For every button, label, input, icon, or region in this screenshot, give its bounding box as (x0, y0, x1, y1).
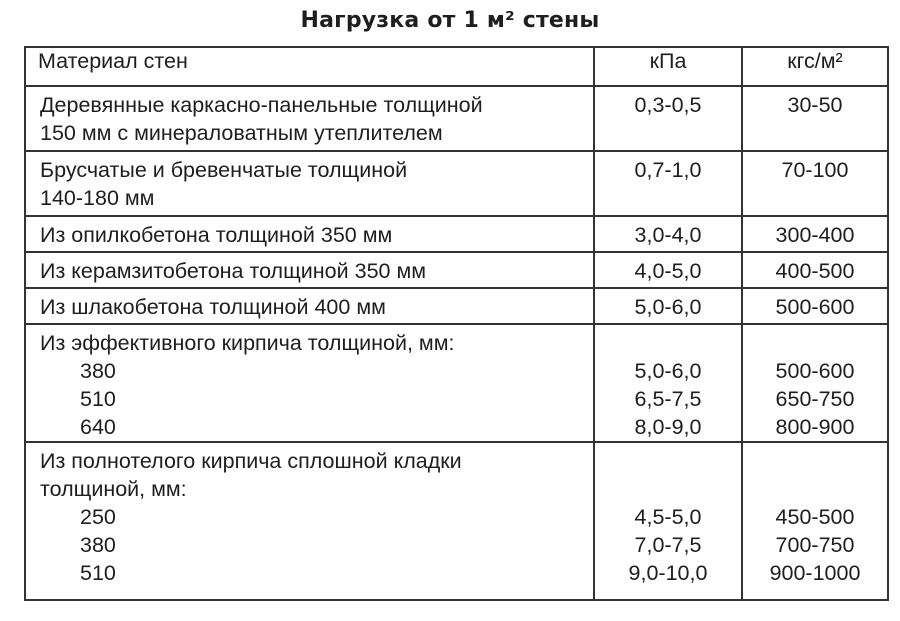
kpa-value: 8,0-9,0 (634, 415, 702, 439)
table-row (25, 252, 888, 288)
kgs-value: 70-100 (742, 151, 888, 216)
material-text: Из полнотелого кирпича сплошной кладки (40, 449, 462, 473)
table-row (25, 288, 888, 324)
kgs-value: 800-900 (775, 415, 855, 439)
material-cell (25, 252, 594, 288)
material-cell (25, 442, 594, 600)
material-text: Деревянные каркасно-панельные толщиной (40, 93, 483, 117)
material-text: толщиной, мм: (40, 477, 187, 501)
material-text: Из опилкобетона толщиной 350 мм (40, 223, 393, 247)
header-kgs: кгс/м² (742, 47, 888, 86)
thickness-value: 380 (80, 533, 116, 557)
kgs-value: 400-500 (742, 252, 888, 288)
kgs-cell (742, 442, 888, 600)
material-cell (25, 216, 594, 252)
table-row (25, 151, 888, 216)
kpa-value: 0,7-1,0 (594, 151, 742, 216)
material-cell (25, 324, 594, 442)
kpa-value: 3,0-4,0 (594, 216, 742, 252)
thickness-value: 250 (80, 505, 116, 529)
kpa-cell (594, 442, 742, 600)
kpa-value: 5,0-6,0 (634, 359, 702, 383)
kgs-value: 500-600 (775, 359, 855, 383)
material-text: 140-180 мм (40, 186, 155, 210)
kpa-value: 6,5-7,5 (634, 387, 702, 411)
material-cell (25, 288, 594, 324)
kpa-value: 4,5-5,0 (634, 505, 702, 529)
kpa-value: 0,3-0,5 (594, 86, 742, 151)
kgs-value: 450-500 (775, 505, 855, 529)
kgs-value: 500-600 (742, 288, 888, 324)
material-text: Из керамзитобетона толщиной 350 мм (40, 259, 427, 283)
material-text: Из шлакобетона толщиной 400 мм (40, 295, 386, 319)
kgs-value: 650-750 (775, 387, 855, 411)
material-text: 150 мм с минераловатным утеплителем (40, 121, 443, 145)
material-text: Брусчатые и бревенчатые толщиной (40, 158, 408, 182)
table-row (25, 216, 888, 252)
wall-load-table (24, 46, 889, 601)
thickness-value: 510 (80, 387, 116, 411)
kpa-value: 5,0-6,0 (594, 288, 742, 324)
thickness-value: 640 (80, 415, 116, 439)
kpa-cell (594, 324, 742, 442)
kpa-value: 7,0-7,5 (634, 533, 702, 557)
table-row (25, 324, 888, 442)
material-text: Из эффективного кирпича толщиной, мм: (40, 331, 455, 355)
kgs-value: 30-50 (742, 86, 888, 151)
kgs-value: 300-400 (742, 216, 888, 252)
thickness-value: 510 (80, 561, 116, 585)
material-cell (25, 151, 594, 216)
table-row (25, 86, 888, 151)
kgs-value: 700-750 (775, 533, 855, 557)
table-title: Нагрузка от 1 м² стены (300, 8, 600, 33)
kpa-value: 4,0-5,0 (594, 252, 742, 288)
kpa-value: 9,0-10,0 (628, 561, 708, 585)
material-cell (25, 86, 594, 151)
table-header-row (25, 47, 888, 86)
thickness-value: 380 (80, 359, 116, 383)
header-material: Материал стен (25, 47, 594, 86)
table-row (25, 442, 888, 600)
header-kpa: кПа (594, 47, 742, 86)
kgs-cell (742, 324, 888, 442)
kgs-value: 900-1000 (769, 561, 861, 585)
